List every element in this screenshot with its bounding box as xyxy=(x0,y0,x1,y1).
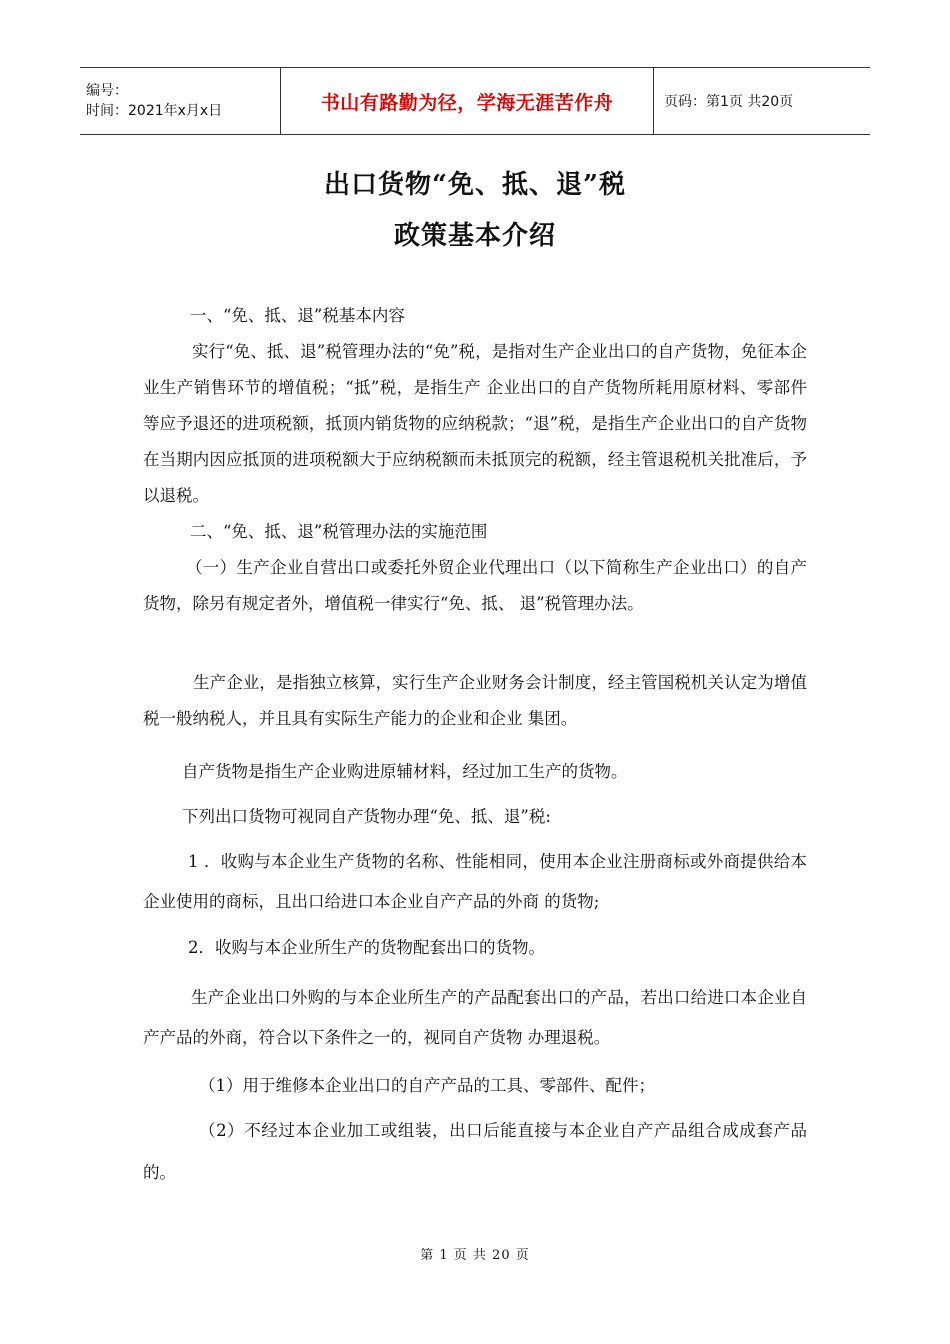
list-item-1: 1 ．收购与本企业生产货物的名称、性能相同，使用本企业注册商标或外商提供给本企业使用的商标，且出口给进口本企业自产产品的外商 的货物; xyxy=(143,852,807,911)
page-info: 页码：第1页 共20页 xyxy=(664,94,794,110)
condition-item-2: （2）不经过本企业加工或组装，出口后能直接与本企业自产产品组合成成套产品的。 xyxy=(143,1121,807,1182)
paragraph-1: 实行“免、抵、退”税管理办法的“免”税，是指对生产企业出口的自产货物，免征本企业生产销售环节的增值税；“抵”税，是指生产 企业出口的自产货物所耗用原材料、零部件等应予退还的进项税额，抵顶内销货物的应纳税款；“退”税，是指生产企业出口的自产货物 在当期内因应抵顶的进项税额大于应纳税额而未抵顶完的税额，经主管退税机关批准后，予以退税。 xyxy=(143,342,807,505)
header-motto-cell xyxy=(281,68,654,134)
date-label: 时间：2021年x月x日 xyxy=(86,103,223,119)
paragraph-5: 下列出口货物可视同自产货物办理“免、抵、退”税: xyxy=(182,807,551,826)
header-table xyxy=(80,67,870,135)
list-item-2: 2．收购与本企业所生产的货物配套出口的货物。 xyxy=(188,938,545,957)
condition-item-1: （1）用于维修本企业出口的自产产品的工具、零部件、配件； xyxy=(199,1076,655,1095)
document-title-line2: 政策基本介绍 xyxy=(393,221,556,251)
paragraph-3: 生产企业，是指独立核算，实行生产企业财务会计制度，经主管国税机关认定为增值税一般纳税人，并且具有实际生产能力的企业和企业 集团。 xyxy=(143,673,807,728)
serial-number-label: 编号： xyxy=(86,83,128,99)
paragraph-8: 生产企业出口外购的与本企业所生产的产品配套出口的产品，若出口给进口本企业自产产品的外商，符合以下条件之一的，视同自产货物 办理退税。 xyxy=(143,988,807,1047)
page-footer: 第 1 页 共 20 页 xyxy=(420,1248,530,1263)
section-heading-2: 二、“免、抵、退”税管理办法的实施范围 xyxy=(190,522,488,541)
paragraph-2: （一）生产企业自营出口或委托外贸企业代理出口（以下简称生产企业出口）的自产货物，除另有规定者外，增值税一律实行“免、抵、 退”税管理办法。 xyxy=(143,558,807,613)
header-page-cell xyxy=(654,68,870,134)
paragraph-4: 自产货物是指生产企业购进原辅材料，经过加工生产的货物。 xyxy=(182,762,628,781)
document-title-line1: 出口货物“免、抵、退”税 xyxy=(324,170,626,200)
motto-text: 书山有路勤为径，学海无涯苦作舟 xyxy=(320,91,614,114)
section-heading-1: 一、“免、抵、退”税基本内容 xyxy=(190,306,405,325)
header-left-cell xyxy=(80,68,281,134)
